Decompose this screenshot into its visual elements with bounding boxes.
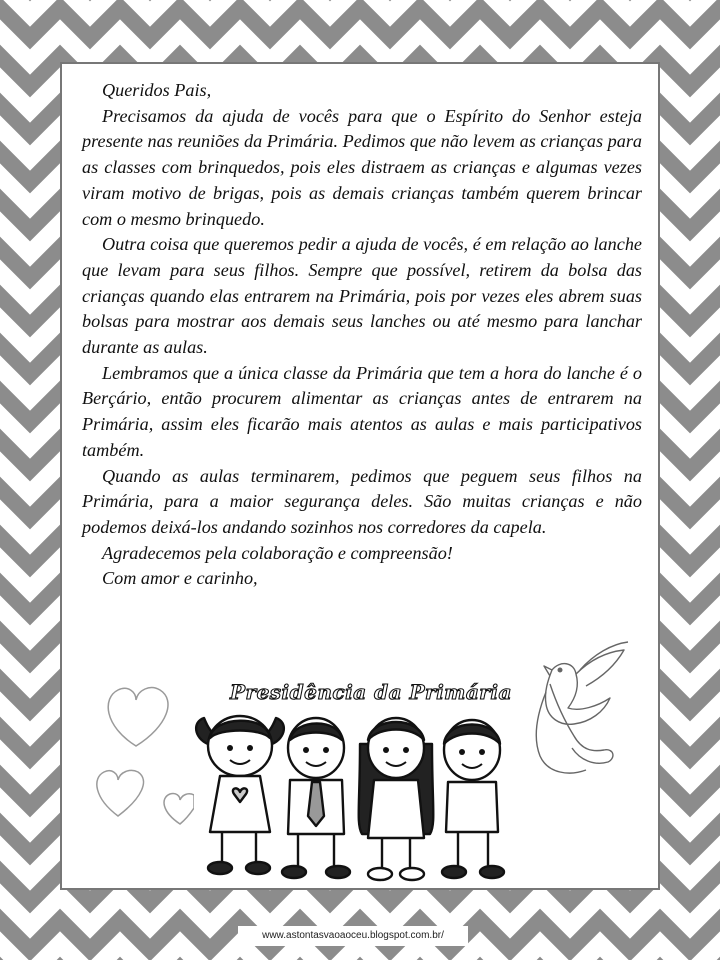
letter-frame (60, 62, 660, 890)
letter-paragraph: Outra coisa que queremos pedir a ajuda de vocês, é em relação ao lanche que levam para seus filhos. Sempre que possível, retirem da bolsa das crianças quando elas entrarem na Primária, pois por vezes eles abrem suas bolsas para mostrar aos demais seus lanches ou até mesmo para lanchar durante as aulas. (82, 234, 642, 358)
signature: Presidência da Primária (230, 680, 512, 704)
letter-paragraph: Quando as aulas terminarem, pedimos que peguem seus filhos na Primária, para a maior segurança deles. São muitas crianças e não podemos deixá-los andando sozinhos nos corredores da capela. (82, 465, 642, 537)
letter-body (82, 78, 642, 592)
letter-paragraph: Precisamos da ajuda de vocês para que o Espírito do Senhor esteja presente nas reuniões da Primária. Pedimos que não levem as crianças para as classes com brinquedos, pois eles distraem as crianças e algumas vezes viram motivo de brigas, pois as demais crianças também querem brincar com o mesmo brinquedo. (82, 105, 642, 229)
letter-paragraph: Lembramos que a única classe da Primária que tem a hora do lanche é o Berçário, então procurem alimentar as crianças antes de entrarem na Primária, assim eles ficarão mais atentos as aulas e mais participativos também. (82, 362, 642, 460)
letter-thanks: Agradecemos pela colaboração e compreensão! (102, 542, 453, 563)
letter-greeting: Queridos Pais, (102, 80, 212, 100)
dove-icon (520, 640, 636, 790)
hearts-icon (84, 668, 194, 838)
footer-url: www.astontasvaoaoceu.blogspot.com.br/ (238, 926, 468, 946)
children-illustration-icon (190, 704, 510, 890)
letter-closing: Com amor e carinho, (102, 568, 258, 589)
